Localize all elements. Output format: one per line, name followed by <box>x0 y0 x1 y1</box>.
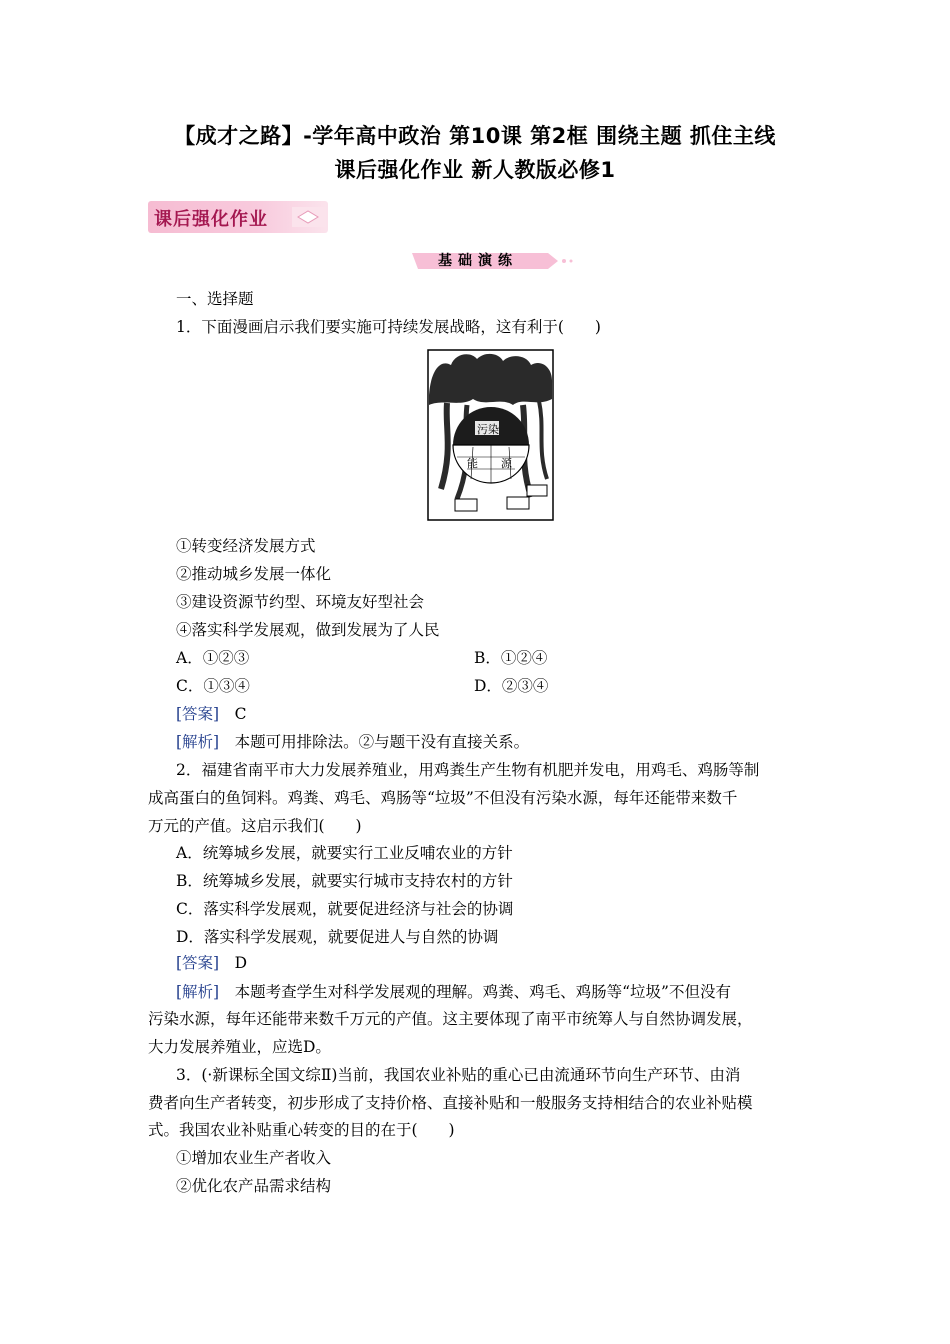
q2-analysis-tag: [解析] <box>176 983 220 1001</box>
banner-label: 课后强化作业 <box>154 209 268 230</box>
q1-answer-value: C <box>234 705 247 723</box>
q1-option-a: A．①②③ <box>176 649 250 667</box>
q2-stem-line3: 万元的产值。这启示我们( ) <box>148 817 362 835</box>
banner-diamond-icon <box>286 203 330 231</box>
q1-answer-tag: [答案] <box>176 705 220 723</box>
q1-analysis-tag: [解析] <box>176 733 220 751</box>
q2-option-b: B．统筹城乡发展，就要实行城市支持农村的方针 <box>176 872 513 890</box>
q2-answer <box>176 952 247 974</box>
q2-answer-value: D <box>234 954 248 972</box>
q2-stem-line1: 2．福建省南平市大力发展养殖业，用鸡粪生产生物有机肥并发电，用鸡毛、鸡肠等制 <box>176 761 760 779</box>
cartoon-label-energy-1: 能 <box>467 457 478 470</box>
q1-option-c: C．①③④ <box>176 677 250 695</box>
document-title-line1: 【成才之路】-学年高中政治 第10课 第2框 围绕主题 抓住主线 <box>174 124 776 148</box>
q1-option-b: B．①②④ <box>474 649 548 667</box>
q2-analysis-line3: 大力发展养殖业，应选D。 <box>148 1038 331 1056</box>
q2-stem-line2: 成高蛋白的鱼饲料。鸡粪、鸡毛、鸡肠等“垃圾”不但没有污染水源，每年还能带来数千 <box>148 789 738 807</box>
q1-option-d: D．②③④ <box>474 677 549 695</box>
q3-item-1: ①增加农业生产者收入 <box>176 1149 332 1167</box>
q1-item-1: ①转变经济发展方式 <box>176 537 316 555</box>
q3-stem-line1: 3．(·新课标全国文综Ⅱ)当前，我国农业补贴的重心已由流通环节向生产环节、由消 <box>176 1066 741 1084</box>
document-title-line2: 课后强化作业 新人教版必修1 <box>334 158 616 182</box>
q1-analysis-text: 本题可用排除法。②与题干没有直接关系。 <box>234 733 530 751</box>
q1-analysis <box>176 731 529 753</box>
q2-answer-tag: [答案] <box>176 954 220 972</box>
section-label: 基础演练 <box>438 253 518 269</box>
q2-option-c: C．落实科学发展观，就要促进经济与社会的协调 <box>176 900 514 918</box>
pollution-cartoon <box>427 349 554 521</box>
q2-analysis-line2: 污染水源，每年还能带来数千万元的产值。这主要体现了南平市统筹人与自然协调发展， <box>148 1010 753 1028</box>
q2-analysis-line1 <box>176 981 731 1003</box>
q3-item-2: ②优化农产品需求结构 <box>176 1177 332 1195</box>
q2-analysis-text-1: 本题考查学生对科学发展观的理解。鸡粪、鸡毛、鸡肠等“垃圾”不但没有 <box>234 983 731 1001</box>
q2-option-d: D．落实科学发展观，就要促进人与自然的协调 <box>176 928 499 946</box>
q1-answer <box>176 703 247 725</box>
q3-stem-line2: 费者向生产者转变，初步形成了支持价格、直接补贴和一般服务支持相结合的农业补贴模 <box>148 1094 753 1112</box>
q3-stem-line3: 式。我国农业补贴重心转变的目的在于( ) <box>148 1121 455 1139</box>
q2-option-a: A．统筹城乡发展，就要实行工业反哺农业的方针 <box>176 844 513 862</box>
section-header <box>408 249 578 273</box>
part-heading: 一、选择题 <box>176 290 254 308</box>
cartoon-label-energy-2: 源 <box>501 457 512 470</box>
q1-item-3: ③建设资源节约型、环境友好型社会 <box>176 593 425 611</box>
cartoon-label-pollution: 污染 <box>477 423 499 436</box>
q1-item-2: ②推动城乡发展一体化 <box>176 565 332 583</box>
q1-stem: 1．下面漫画启示我们要实施可持续发展战略，这有利于( ) <box>176 318 601 336</box>
q1-item-4: ④落实科学发展观，做到发展为了人民 <box>176 621 440 639</box>
